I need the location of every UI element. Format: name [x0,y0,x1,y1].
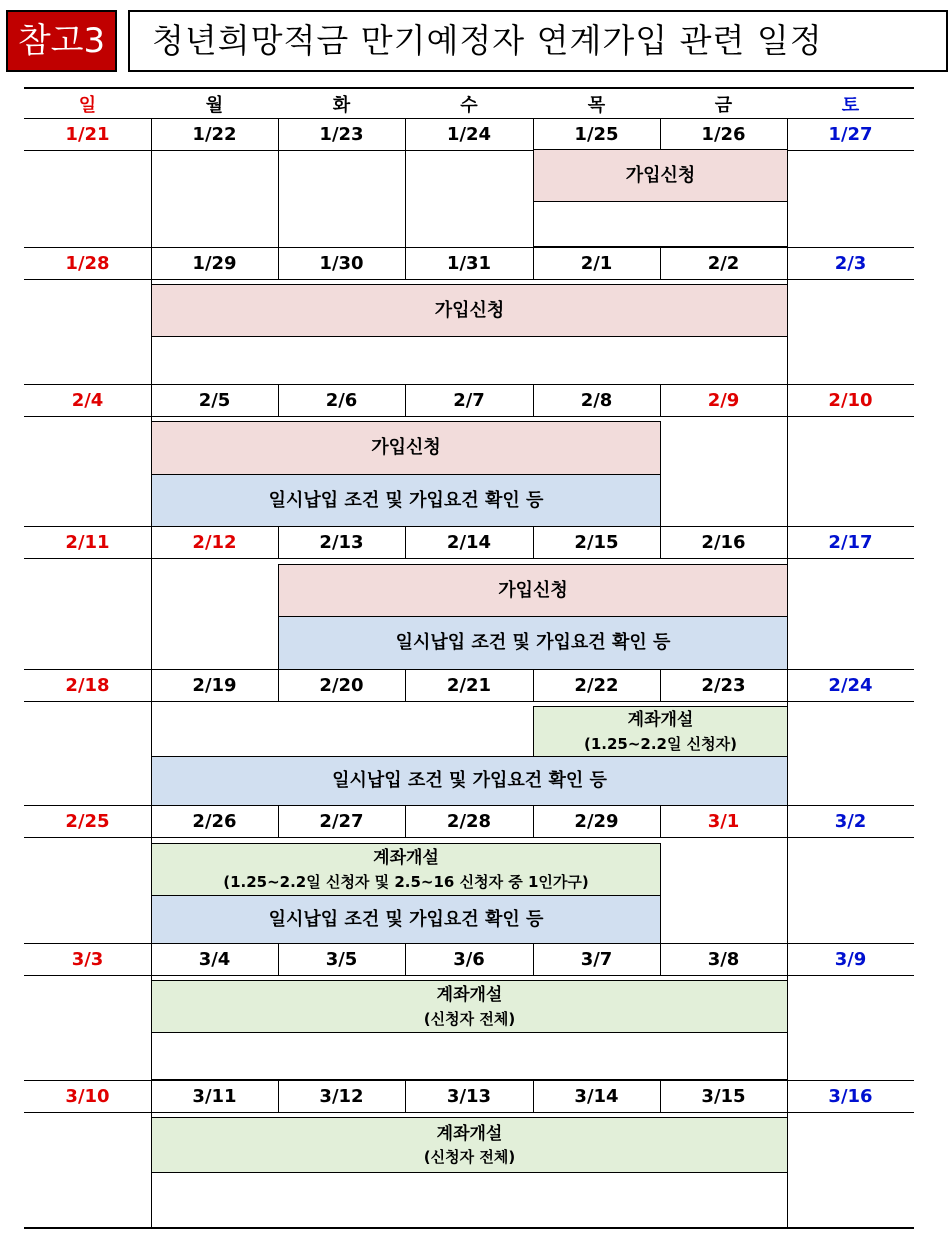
date-cell: 2/8 [580,390,613,411]
date-cell: 1/21 [65,124,110,145]
event-label: 일시납입 조건 및 가입요건 확인 등 [268,489,544,511]
date-cell: 1/30 [319,253,364,274]
grid-line [151,943,152,975]
grid-line [533,669,534,701]
grid-line [405,1080,406,1112]
event-check-bar [151,895,661,944]
date-cell: 1/25 [574,124,619,145]
date-cell: 2/2 [707,253,740,274]
grid-line [787,1080,788,1112]
grid-line [151,247,152,279]
grid-line [660,943,661,975]
date-cell: 1/29 [192,253,237,274]
grid-line [660,384,661,416]
event-check-bar [151,474,661,527]
grid-line [278,943,279,975]
date-cell: 1/31 [446,253,492,274]
date-cell: 2/18 [65,675,110,696]
date-cell: 2/12 [192,532,237,553]
grid-line [533,384,534,416]
page-title: 청년희망적금 만기예정자 연계가입 관련 일정 [128,10,948,72]
date-cell: 2/7 [453,390,485,411]
date-cell: 2/5 [198,390,231,411]
grid-line [533,526,534,558]
date-cell: 3/6 [453,949,485,970]
event-label: 계좌개설 [436,1123,503,1144]
grid-line [660,247,661,279]
weekday-header: 금 [714,94,733,116]
date-cell: 2/26 [192,811,237,832]
event-apply-bar [151,421,661,475]
event-label: 가입신청 [434,299,505,321]
date-cell: 3/7 [580,949,613,970]
date-cell: 3/9 [834,949,867,970]
event-open-bar [151,980,788,1033]
grid-line [787,805,788,837]
grid-line [24,975,914,976]
grid-line [151,1079,787,1080]
date-cell: 3/3 [71,949,104,970]
grid-line [24,701,914,702]
event-open-bar [533,706,788,757]
weekday-header: 목 [587,94,606,116]
event-apply-bar [278,564,788,617]
weekday-header: 토 [841,94,860,116]
weekday-header: 화 [332,94,351,116]
grid-line [533,247,534,279]
date-cell: 2/4 [71,390,104,411]
date-cell: 3/4 [198,949,231,970]
grid-line [787,384,788,416]
date-cell: 2/11 [65,532,110,553]
date-cell: 2/21 [446,675,492,696]
grid-line [533,805,534,837]
grid-line [787,416,788,526]
grid-line [151,526,152,558]
event-label: 가입신청 [625,164,696,186]
date-cell: 2/25 [65,811,110,832]
event-label: 일시납입 조건 및 가입요건 확인 등 [395,632,671,654]
date-cell: 3/10 [65,1086,110,1107]
weekday-header: 월 [205,94,224,116]
date-cell: 3/5 [325,949,358,970]
grid-line [151,150,152,247]
grid-line [533,246,787,247]
date-cell: 2/29 [574,811,619,832]
date-cell: 3/12 [319,1086,364,1107]
date-cell: 2/23 [701,675,746,696]
event-check-bar [278,616,788,670]
grid-line [151,558,152,669]
date-cell: 3/13 [446,1086,492,1107]
grid-line [660,805,661,837]
grid-line [787,669,788,701]
grid-line [405,247,406,279]
grid-line [151,118,152,150]
event-sublabel: (1.25~2.2일 신청자) [583,734,738,753]
date-cell: 3/16 [828,1086,873,1107]
grid-line [278,669,279,701]
date-cell: 2/14 [446,532,492,553]
grid-line [533,1080,534,1112]
grid-line [660,118,661,150]
grid-line [278,247,279,279]
weekday-header: 일 [78,94,97,116]
date-cell: 2/17 [828,532,873,553]
grid-line [151,384,152,416]
event-check-bar [151,756,788,806]
grid-line [405,526,406,558]
grid-line [278,805,279,837]
date-cell: 1/27 [828,124,873,145]
date-cell: 2/1 [580,253,613,274]
grid-line [660,526,661,558]
date-cell: 2/19 [192,675,237,696]
grid-line [405,805,406,837]
grid-line [24,1227,914,1229]
event-label: 일시납입 조건 및 가입요건 확인 등 [268,908,544,930]
grid-line [405,149,406,247]
grid-line [24,558,914,559]
grid-line [24,1112,914,1113]
event-label: 가입신청 [498,579,568,601]
date-cell: 2/6 [325,390,358,411]
event-label: 가입신청 [371,437,441,459]
grid-line [24,279,914,280]
date-cell: 2/24 [828,675,873,696]
grid-line [533,943,534,975]
event-label: 계좌개설 [436,985,503,1006]
date-cell: 2/16 [701,532,746,553]
date-cell: 2/13 [319,532,364,553]
date-cell: 2/10 [828,390,873,411]
event-label: 계좌개설 [373,848,439,869]
grid-line [787,118,788,150]
date-cell: 3/2 [834,811,867,832]
date-cell: 3/15 [701,1086,746,1107]
event-open-bar [151,1117,788,1173]
grid-line [533,118,534,150]
event-apply-bar [533,149,788,202]
date-cell: 1/26 [701,124,746,145]
grid-line [787,837,788,943]
event-label: 일시납입 조건 및 가입요건 확인 등 [332,770,607,792]
grid-line [278,118,279,150]
date-cell: 3/8 [707,949,740,970]
grid-line [24,416,914,417]
grid-line [278,526,279,558]
date-cell: 2/9 [707,390,740,411]
grid-line [405,943,406,975]
event-sublabel: (1.25~2.2일 신청자 및 2.5~16 신청자 중 1인가구) [223,872,589,891]
grid-line [660,669,661,701]
grid-line [787,247,788,279]
event-open-bar [151,843,661,896]
date-cell: 2/28 [446,811,492,832]
grid-line [151,805,152,837]
grid-line [660,1080,661,1112]
date-cell: 2/15 [574,532,619,553]
date-cell: 3/1 [707,811,740,832]
date-cell: 1/22 [192,124,237,145]
grid-line [405,118,406,150]
date-cell: 1/24 [446,124,492,145]
date-cell: 3/14 [574,1086,619,1107]
badge-reference: 참고3 [6,10,117,72]
date-cell: 3/11 [192,1086,237,1107]
date-cell: 2/3 [834,253,867,274]
grid-line [787,943,788,975]
event-apply-bar [151,284,788,337]
grid-line [787,526,788,558]
grid-line [278,384,279,416]
grid-line [24,837,914,838]
event-label: 계좌개설 [627,710,694,731]
date-cell: 2/27 [319,811,364,832]
grid-line [405,669,406,701]
grid-line [151,669,152,701]
grid-line [405,384,406,416]
date-cell: 1/23 [319,124,364,145]
date-cell: 2/20 [319,675,364,696]
event-sublabel: (신청자 전체) [423,1009,516,1028]
date-cell: 2/22 [574,675,619,696]
weekday-header: 수 [460,94,478,116]
event-sublabel: (신청자 전체) [423,1148,516,1167]
grid-line [278,149,279,247]
grid-line [278,1080,279,1112]
date-cell: 1/28 [65,253,110,274]
grid-line [151,1080,152,1112]
